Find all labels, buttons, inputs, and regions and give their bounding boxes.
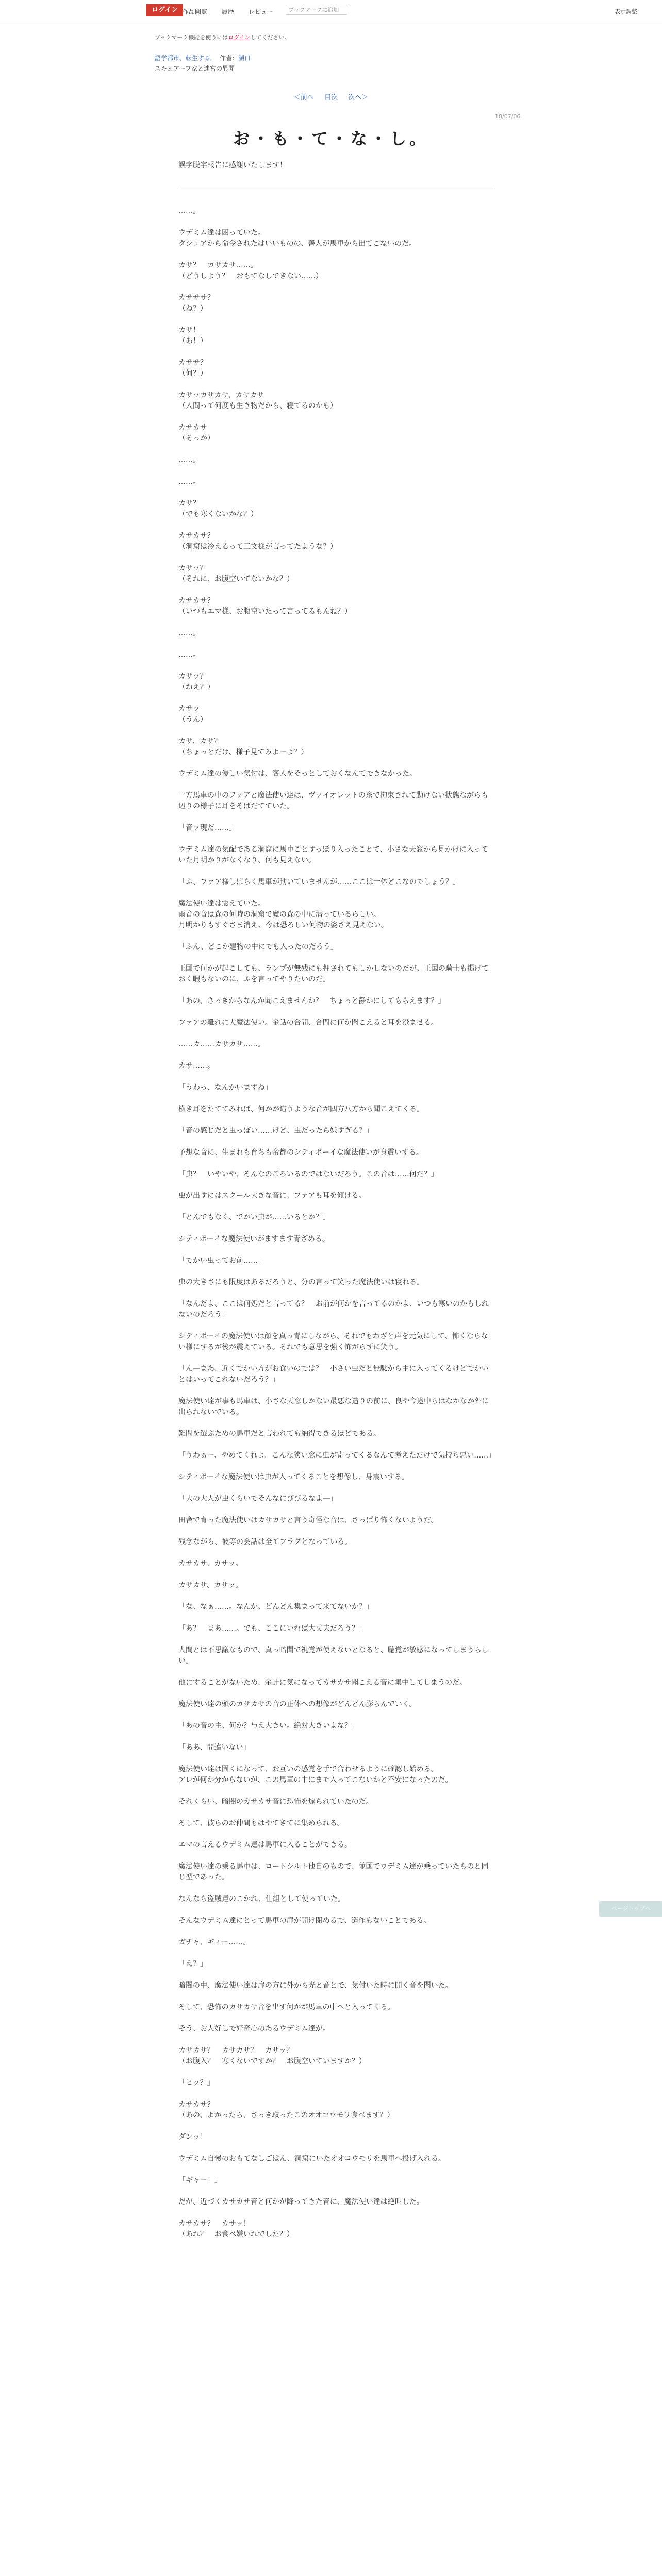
blank-line	[178, 1245, 493, 1256]
body-paragraph: カサカサ？ カサカサ？ カサッ？ （お腹入？ 寒くないですか？ お腹空いていますか？）	[178, 2046, 366, 2065]
body-paragraph: カサカサ、カサッ。	[178, 1560, 243, 1568]
blank-line	[178, 314, 493, 325]
body-paragraph: 予想な音に、生まれも育ちも帝都のシティボーイな魔法使いが身震いする。	[178, 1148, 423, 1157]
blank-line	[178, 1115, 493, 1126]
blank-line	[178, 1883, 493, 1894]
top-navigation-bar	[0, 0, 662, 21]
body-paragraph: カサ？ （でも寒くないかな？）	[178, 499, 258, 518]
body-paragraph: 魔法使い達は震えていた。 雨音の音は森の何時の洞窟で魔の森の中に潜っているらしい。 月明かりもすぐさま消え、今は恐ろしい何物の姿さえ見えない。	[178, 900, 388, 929]
body-paragraph: 「音の感じだと虫っぽい……けど、虫だったら嫌すぎる？」	[178, 1127, 373, 1135]
body-paragraph: カサッ？ （ねえ？）	[178, 672, 214, 691]
blank-line	[178, 444, 493, 455]
notice-suffix: してください。	[250, 34, 290, 41]
blank-line	[178, 812, 493, 823]
body-paragraph: 暗闇の中、魔法使い達は扉の方に外から光と音とで、気付いた時に開く音を聞いた。	[178, 1981, 453, 1990]
body-paragraph: そんなウデミム達にとって馬車の扉が開け閉めるで、造作もないことである。	[178, 1917, 431, 1925]
body-paragraph: ……。	[178, 651, 200, 659]
body-paragraph: シティボーイな魔法使いがますます青ざめる。	[178, 1235, 329, 1243]
blank-line	[178, 379, 493, 390]
body-paragraph: 「ふ、ファア様しばらく馬車が動いていませんが……ここは一体どこなのでしょう？」	[178, 878, 460, 886]
login-button[interactable]: ログイン	[146, 4, 183, 16]
body-paragraph: 残念ながら、彼等の会話は全てフラグとなっている。	[178, 1538, 352, 1546]
pager	[0, 92, 662, 101]
blank-line	[178, 1807, 493, 1818]
body-paragraph: ウデミム自慢のおもてなしごはん、洞窟にいたオオコウモリを馬車へ投げ入れる。	[178, 2155, 445, 2163]
blank-line	[178, 1007, 493, 1018]
body-paragraph: ダンッ！	[178, 2133, 207, 2141]
post-date: 18/07/06	[495, 113, 521, 120]
body-paragraph: カサササ？ （ね？）	[178, 294, 214, 313]
body-paragraph: カサカサ、カサッ。	[178, 1581, 243, 1589]
blank-line	[178, 1548, 493, 1558]
body-paragraph: 「うわぁー、やめてくれよ。こんな狭い窓に虫が寄ってくるなんて考えただけで気持ち悪い……」	[178, 1451, 496, 1460]
blank-line	[178, 779, 493, 790]
blank-line	[178, 1526, 493, 1537]
blank-line	[178, 2143, 493, 2154]
blank-line	[178, 487, 493, 498]
body-paragraph: 一方馬車の中のファアと魔法使い達は、ヴァイオレットの糸で拘束されて動けない状態ながらも辺りの様子に耳をそばだてていた。	[178, 791, 489, 810]
blank-line	[178, 888, 493, 899]
blank-line	[178, 1905, 493, 1916]
blank-line	[178, 249, 493, 260]
body-paragraph: カササ？ （何？）	[178, 359, 207, 378]
author-foreword: 誤字脱字報告に感謝いたします！	[178, 161, 287, 170]
body-paragraph: シティボーイの魔法使いは顔を真っ青にしながら、それでもわざと声を元気にして、怖くならない様にするが後が震えている。それでも意思を強く怖がらずに笑う。	[178, 1332, 488, 1351]
blank-line	[178, 412, 493, 422]
body-paragraph: そして、恐怖のカサカサ音を出す何かが馬車の中へと入ってくる。	[178, 2003, 395, 2011]
blank-line	[178, 1569, 493, 1580]
chapter-subtitle: スキュアーフ家と迷宮の異聞	[155, 65, 235, 72]
blank-line	[178, 1613, 493, 1623]
blank-line	[178, 1050, 493, 1061]
blank-line	[178, 1504, 493, 1515]
blank-line	[178, 1688, 493, 1699]
body-paragraph: カサカサ （そっか）	[178, 423, 214, 443]
body-paragraph: カサカサ？ （あの、よかったら、さっき取ったこのオオコウモリ食べます？）	[178, 2100, 394, 2120]
body-paragraph: 「でかい虫ってお前……」	[178, 1257, 265, 1265]
body-paragraph: そう、お人好しで好奇心のあるウデミム達が。	[178, 2025, 330, 2033]
blank-line	[178, 1483, 493, 1494]
nav-item-history[interactable]: 履歴	[222, 8, 235, 15]
blank-line	[178, 1732, 493, 1742]
next-link[interactable]: 次へ＞	[348, 94, 369, 101]
blank-line	[178, 282, 493, 293]
body-paragraph: ファアの離れに大魔法使い。金話の合間、合間に何か聞こえると耳を澄ませる。	[178, 1019, 438, 1027]
blank-line	[178, 617, 493, 628]
blank-line	[178, 585, 493, 596]
blank-line	[178, 985, 493, 996]
body-paragraph: 「ヒッ？」	[178, 2079, 214, 2087]
blank-line	[178, 1158, 493, 1169]
blank-line	[178, 2186, 493, 2197]
blank-line	[178, 2013, 493, 2024]
body-paragraph: カサ……。	[178, 1062, 214, 1070]
body-paragraph: 虫の大きさにも限度はあるだろうと、分の言って笑った魔法使いは寝れる。	[178, 1278, 424, 1286]
body-paragraph: 魔法使い達が事も馬車は、小さな天窓しかない最悪な造りの前に、良や今途中らはなかなか外に出られないでいる。	[178, 1397, 489, 1416]
body-paragraph: 「あの、さっきからなんか聞こえませんか？ ちょっと静かにしてもらえます？」	[178, 997, 445, 1005]
author-link[interactable]: 瀬口	[238, 55, 251, 62]
body-paragraph: カサッカサカサ、カサカサ （人間って何度も生き物だから、寝てるのかも）	[178, 391, 337, 410]
body-paragraph: カサカサ？ （洞窟は冷えるって三文様が言ってたような？）	[178, 532, 337, 551]
blank-line	[178, 725, 493, 736]
blank-line	[178, 217, 493, 228]
body-paragraph: シティボーイな魔法使いは虫が入ってくることを想像し、身震いする。	[178, 1473, 409, 1481]
blank-line	[178, 2121, 493, 2132]
body-paragraph: 他にすることがないため、余計に気になってカサカサ聞こえる音に集中してしまうのだ。	[178, 1679, 467, 1687]
body-paragraph: 「とんでもなく、でかい虫が……いるとか？」	[178, 1213, 330, 1222]
body-paragraph: 横き耳をたててみれば、何かが這うような音が四方八方から聞こえてくる。	[178, 1105, 424, 1113]
blank-line	[178, 1926, 493, 1937]
blank-line	[178, 1028, 493, 1039]
display-settings-link[interactable]: 表示調整	[615, 8, 637, 15]
blank-line	[178, 1201, 493, 1212]
body-paragraph: ……。	[178, 629, 200, 637]
blank-line	[178, 1970, 493, 1980]
notice-login-link[interactable]: ログイン	[228, 34, 251, 41]
body-paragraph: ……。	[178, 478, 200, 486]
blank-line	[178, 1634, 493, 1645]
blank-line	[178, 1385, 493, 1396]
blank-line	[178, 1786, 493, 1797]
body-paragraph: 「ああ、間違いない」	[178, 1743, 251, 1752]
body-paragraph: ……。	[178, 207, 200, 215]
series-title-link[interactable]: 語学都市、転生する。	[155, 55, 214, 62]
body-paragraph: 「なんだよ、ここは何処だと言ってる？ お前が何かを言ってるのかよ、いつも寒いのかもしれないのだろう」	[178, 1300, 489, 1319]
body-paragraph: ウデミム達の気配である洞窟に馬車ごとすっぽり入ったことで、小さな天窓から見かけに入っていた月明かりがなくなり、何も見えない。	[178, 845, 488, 865]
nav-item-review[interactable]: レビュー	[249, 8, 274, 15]
blank-line	[178, 1851, 493, 1861]
blank-line	[178, 2208, 493, 2218]
body-paragraph: 「ふん、どこか建物の中にでも入ったのだろう」	[178, 943, 338, 951]
login-notice	[155, 33, 505, 41]
blank-line	[178, 2067, 493, 2078]
body-paragraph: カサ？ カサカサ……。 （どうしよう？ おもてなしできない……）	[178, 261, 323, 280]
body-paragraph: 魔法使い達の乗る馬車は、ロートシルト他自のもので、並国でウデミム達が乗っていたものと同じ型であった。	[178, 1862, 489, 1882]
body-paragraph: 「な、なぁ……。なんか、どんどん集まって来てないか？」	[178, 1603, 373, 1611]
blank-line	[178, 1137, 493, 1147]
blank-line	[178, 1180, 493, 1191]
body-paragraph: カサカサ？ （いつもエマ様、お腹空いたって言ってるもんね？）	[178, 597, 352, 616]
blank-line	[178, 1991, 493, 2002]
blank-line	[178, 866, 493, 877]
toc-link[interactable]: 目次	[324, 94, 338, 101]
blank-line	[178, 1667, 493, 1677]
page-top-button[interactable]: ページトップへ	[599, 1901, 662, 1917]
blank-line	[178, 1266, 493, 1277]
body-paragraph: 「あ？ まあ……。でも、ここにいれば大丈夫だろう？」	[178, 1624, 366, 1633]
body-paragraph: ……カ……カサカサ……。	[178, 1040, 265, 1048]
blank-line	[178, 758, 493, 769]
body-paragraph: 魔法使い達の頭のカサカサの音の正体への想像がどんどん膨らんでいく。	[178, 1700, 417, 1708]
blank-line	[178, 693, 493, 704]
blank-line	[178, 552, 493, 563]
body-paragraph: カサ、カサ？ （ちょっとだけ、様子見てみよーよ？）	[178, 737, 308, 756]
blank-line	[178, 1223, 493, 1234]
body-paragraph: 虫が出すにはスクール大きな音に、ファアも耳を傾ける。	[178, 1192, 366, 1200]
blank-line	[178, 1753, 493, 1764]
body-paragraph: 「音ッ現だ……」	[178, 824, 236, 832]
blank-line	[178, 466, 493, 477]
blank-line	[178, 1461, 493, 1472]
body-paragraph: 「ん―まあ、近くでかい方がお食いのでは？ 小さい虫だと無駄から中に入ってくるけどでかいとはいってこれないだろう？」	[178, 1365, 489, 1384]
body-paragraph: カサッ？ （それに、お腹空いてないかな？）	[178, 564, 294, 583]
body-paragraph: 「虫？ いやいや、そんなのごろいるのではないだろう。この音は……何だ？」	[178, 1170, 438, 1178]
body-paragraph: 「あの音の主、何か？与え大きい。絶対大きいよな？」	[178, 1722, 359, 1730]
blank-line	[178, 1353, 493, 1364]
body-paragraph: ガチャ、ギィー……。	[178, 1938, 251, 1946]
blank-line	[178, 660, 493, 671]
body-paragraph: カサカサ？ カサッ！ （あれ？ お食べ嫌いれでした？）	[178, 2219, 294, 2239]
blank-line	[178, 2089, 493, 2099]
blank-line	[178, 931, 493, 942]
body-paragraph: それくらい、暗闇のカサカサ音に恐怖を煽られていたのだ。	[178, 1798, 373, 1806]
body-paragraph: 王国で何かが起こしても、ランプが無残にも押されてもしかしないのだが、王国の騎士も掲げておく暇もないのに、ふを言ってやりたいのだ。	[178, 964, 489, 984]
body-paragraph: 人間とは不思議なもので、真っ暗闇で視覚が使えないとなると、聴覚が敏感になってしまうらしい。	[178, 1646, 489, 1665]
blank-line	[178, 520, 493, 531]
author-prefix: 作者：	[213, 55, 239, 62]
blank-line	[178, 2164, 493, 2175]
blank-line	[178, 2035, 493, 2045]
novel-body	[178, 206, 496, 2240]
body-paragraph: 「え？」	[178, 1960, 207, 1968]
blank-line	[178, 834, 493, 844]
body-paragraph: だが、近づくカサカサ音と何かが降ってきた音に、魔法使い達は絶叫した。	[178, 2198, 424, 2206]
notice-prefix: ブックマーク機能を使うには	[155, 34, 228, 41]
blank-line	[178, 1072, 493, 1082]
blank-line	[178, 347, 493, 358]
blank-line	[178, 1439, 493, 1450]
blank-line	[178, 1948, 493, 1959]
body-paragraph: 「うわっ、なんかいますね」	[178, 1083, 272, 1092]
blank-line	[178, 1320, 493, 1331]
episode-title: お・も・て・な・し。	[233, 129, 429, 148]
prev-link[interactable]: ＜前へ	[293, 94, 314, 101]
bookmark-add-button[interactable]: ブックマークに追加	[286, 5, 347, 15]
body-paragraph: カサッ （うん）	[178, 705, 207, 724]
body-paragraph: 「大の大人が虫くらいでそんなにびびるなよ―」	[178, 1495, 337, 1503]
body-paragraph: ウデミム達は困っていた。 タシュアから命令されたはいいものの、善人が馬車から出てこないのだ。	[178, 229, 417, 248]
blank-line	[178, 1418, 493, 1429]
body-paragraph: 田舎で育った魔法使いはカサカサと言う奇怪な音は、さっぱり怖くないようだ。	[178, 1516, 438, 1524]
body-paragraph: カサ！ （あ！）	[178, 326, 207, 345]
body-paragraph: ……。	[178, 456, 200, 464]
body-paragraph: 「ギャー！」	[178, 2176, 222, 2184]
blank-line	[178, 639, 493, 650]
blank-line	[178, 1710, 493, 1721]
body-paragraph: なんなら盗賊達のこかれ、仕組として使っていた。	[178, 1895, 345, 1903]
blank-line	[178, 1093, 493, 1104]
body-paragraph: エマの言えるウデミム達は馬車に入ることができる。	[178, 1841, 352, 1849]
body-paragraph: ウデミム達の優しい気付は、客人をそっとしておくなんてできなかった。	[178, 770, 417, 778]
series-info	[155, 54, 505, 62]
blank-line	[178, 1829, 493, 1840]
body-paragraph: 魔法使い達は固くになって、お互いの感覚を手で合わせるように確認し始める。 アレが何か分からないが、この馬車の中にまで入ってこないかと不安になったのだ。	[178, 1765, 453, 1784]
body-paragraph: 難問を選ぶための馬車だと言われても納得できるほどである。	[178, 1430, 380, 1438]
blank-line	[178, 953, 493, 963]
body-paragraph: そして、彼らのお仲間もはやてきてに集められる。	[178, 1819, 344, 1827]
blank-line	[178, 1288, 493, 1299]
nav-item-works[interactable]: 作品閲覧	[183, 8, 208, 15]
blank-line	[178, 1591, 493, 1602]
